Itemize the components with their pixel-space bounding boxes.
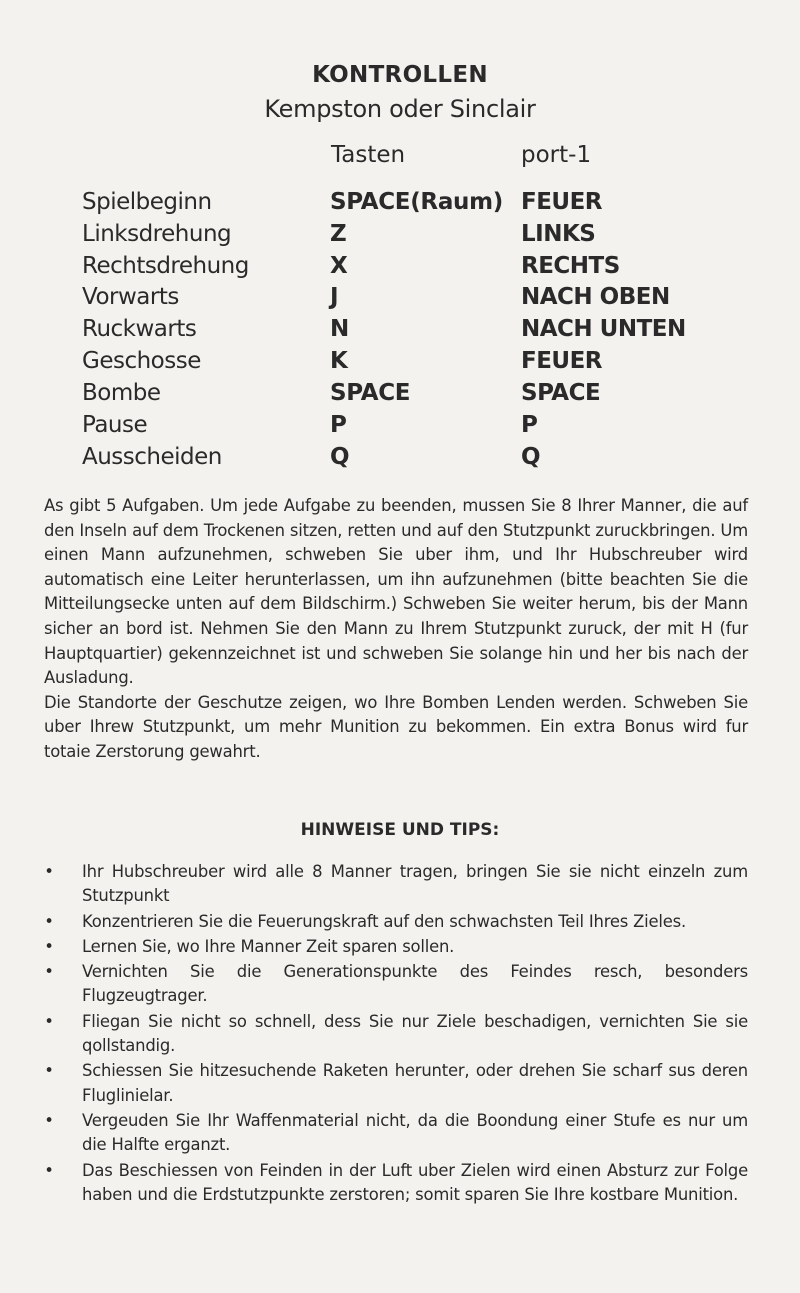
control-action: Rechtsdrehung bbox=[82, 253, 249, 279]
control-action: Bombe bbox=[82, 380, 161, 406]
control-key: N bbox=[330, 316, 349, 342]
tip-item bbox=[44, 960, 748, 1009]
bullet-icon: • bbox=[44, 936, 54, 956]
tip-text: Vergeuden Sie Ihr Waffenmaterial nicht, da die Boondung einer Stufe es nur um die Halfte erganzt. bbox=[82, 1110, 748, 1155]
control-action: Vorwarts bbox=[82, 284, 179, 310]
control-port: FEUER bbox=[521, 348, 603, 374]
tip-item bbox=[44, 910, 748, 934]
bullet-icon: • bbox=[44, 1061, 54, 1081]
control-row bbox=[0, 186, 800, 218]
tip-item bbox=[44, 1010, 748, 1059]
paragraph: Die Standorte der Geschutze zeigen, wo Ihre Bomben Lenden werden. Schweben Sie uber Ihrew Stutzpunkt, um mehr Munition zu bekommen. Ein extra Bonus wird fur totaie Zerstorung gewahrt. bbox=[44, 692, 748, 761]
control-port: FEUER bbox=[521, 189, 603, 215]
tip-text: Das Beschiessen von Feinden in der Luft uber Zielen wird einen Absturz zur Folge haben und die Erdstutzpunkte zerstoren; somit sparen Sie Ihre kostbare Munition. bbox=[82, 1160, 748, 1204]
column-header-keys: Tasten bbox=[331, 142, 406, 168]
control-port: Q bbox=[521, 444, 541, 470]
control-action: Ruckwarts bbox=[82, 316, 197, 342]
control-port: RECHTS bbox=[521, 253, 620, 279]
column-header-port: port-1 bbox=[521, 142, 592, 168]
control-action: Pause bbox=[82, 412, 148, 438]
control-action: Ausscheiden bbox=[82, 444, 222, 470]
control-key: K bbox=[330, 348, 348, 374]
tips-heading: HINWEISE UND TIPS: bbox=[300, 820, 500, 840]
page-subtitle: Kempston oder Sinclair bbox=[264, 95, 536, 123]
control-row bbox=[0, 409, 800, 441]
tip-text: Schiessen Sie hitzesuchende Raketen herunter, oder drehen Sie scharf sus deren Fluglinielar. bbox=[82, 1061, 748, 1105]
control-key: X bbox=[330, 253, 348, 279]
bullet-icon: • bbox=[44, 911, 54, 931]
tips-list bbox=[44, 860, 748, 1208]
bullet-icon: • bbox=[44, 862, 54, 881]
tip-text: Fliegan Sie nicht so schnell, dess Sie nur Ziele beschadigen, vernichten Sie sie qollstandig. bbox=[82, 1011, 748, 1056]
tip-text: Lernen Sie, wo Ihre Manner Zeit sparen sollen. bbox=[82, 936, 455, 956]
control-key: Z bbox=[330, 221, 347, 247]
control-row bbox=[0, 441, 800, 473]
tip-item bbox=[44, 1059, 748, 1108]
control-action: Linksdrehung bbox=[82, 221, 232, 247]
control-action: Spielbeginn bbox=[82, 189, 212, 215]
control-action: Geschosse bbox=[82, 348, 201, 374]
tip-item bbox=[44, 1109, 748, 1158]
bullet-icon: • bbox=[44, 1160, 54, 1180]
control-row bbox=[0, 218, 800, 250]
control-port: NACH UNTEN bbox=[521, 316, 686, 342]
tip-item bbox=[44, 935, 748, 959]
control-port: LINKS bbox=[521, 221, 596, 247]
bullet-icon: • bbox=[44, 962, 54, 982]
control-row bbox=[0, 313, 800, 345]
tip-item bbox=[44, 1159, 748, 1208]
tip-text: Konzentrieren Sie die Feuerungskraft auf den schwachsten Teil Ihres Zieles. bbox=[82, 911, 686, 931]
control-row bbox=[0, 281, 800, 313]
control-key: SPACE bbox=[330, 380, 411, 406]
control-row bbox=[0, 345, 800, 377]
control-row bbox=[0, 250, 800, 282]
instructions-text bbox=[44, 494, 748, 765]
tip-text: Ihr Hubschreuber wird alle 8 Manner tragen, bringen Sie sie nicht einzeln zum Stutzpunkt bbox=[82, 862, 748, 906]
bullet-icon: • bbox=[44, 1110, 54, 1130]
tip-item bbox=[44, 860, 748, 909]
bullet-icon: • bbox=[44, 1011, 54, 1031]
control-row bbox=[0, 377, 800, 409]
control-port: SPACE bbox=[521, 380, 601, 406]
control-key: SPACE(Raum) bbox=[330, 189, 503, 215]
control-key: J bbox=[330, 284, 339, 310]
control-key: Q bbox=[330, 444, 350, 470]
control-key: P bbox=[330, 412, 347, 438]
paragraph: As gibt 5 Aufgaben. Um jede Aufgabe zu beenden, mussen Sie 8 Ihrer Manner, die auf den Inseln auf dem Trockenen sitzen, retten und auf den Stutzpunkt zuruckbringen. Um einen Mann aufzunehmen, schweben Sie uber ihm, und Ihr Hubschreuber wird automatisch eine Leiter herunterlassen, um ihn aufzunehmen (bitte beachten Sie die Mitteilungsecke unten auf dem Bildschirm.) Schweben Sie weiter herum, bis der Mann sicher an bord ist. Nehmen Sie den Mann zu Ihrem Stutzpunkt zuruck, der mit H (fur Hauptquartier) gekennzeichnet ist und schweben Sie solange hin und her bis nach der Ausladung. bbox=[44, 496, 748, 688]
page-title: KONTROLLEN bbox=[312, 62, 488, 88]
control-port: NACH OBEN bbox=[521, 284, 670, 310]
control-port: P bbox=[521, 412, 538, 438]
tip-text: Vernichten Sie die Generationspunkte des Feindes resch, besonders Flugzeugtrager. bbox=[82, 962, 748, 1006]
